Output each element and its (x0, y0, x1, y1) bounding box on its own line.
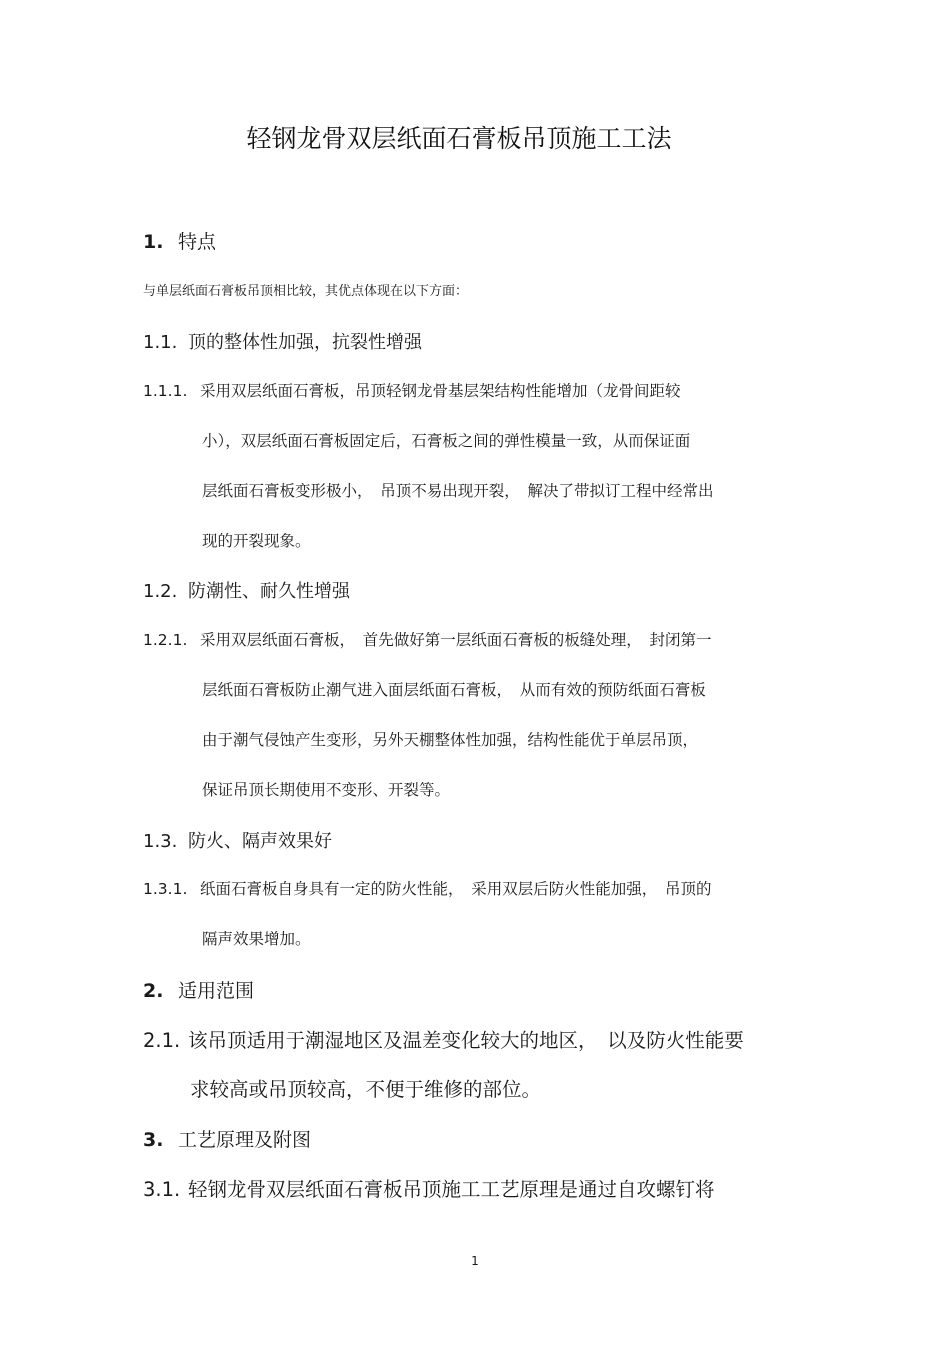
paragraph-number: 3.1. (143, 1178, 181, 1201)
paragraph-1-1-1-line-3: 层纸面石膏板变形极小， 吊顶不易出现开裂， 解决了带拟订工程中经常出 (202, 482, 714, 500)
paragraph-text: 该吊顶适用于潮湿地区及温差变化较大的地区， 以及防火性能要 (188, 1029, 744, 1052)
section-title: 特点 (178, 231, 217, 253)
paragraph-3-1-line-1 (143, 1180, 715, 1200)
subsection-1-3-heading (143, 833, 332, 851)
paragraph-text: 纸面石膏板自身具有一定的防火性能， 采用双层后防火性能加强， 吊顶的 (200, 880, 712, 898)
paragraph-number: 2.1. (143, 1029, 181, 1052)
subsection-1-1-heading (143, 334, 422, 352)
page-number: 1 (471, 1254, 479, 1268)
paragraph-number: 1.3.1. (143, 880, 188, 898)
document-title: 轻钢龙骨双层纸面石膏板吊顶施工工法 (246, 124, 672, 153)
paragraph-number: 1.1.1. (143, 382, 188, 400)
subsection-1-2-heading (143, 583, 350, 601)
section-number: 2. (143, 980, 164, 1002)
section-title: 适用范围 (178, 980, 255, 1002)
subsection-title: 防火、隔声效果好 (188, 831, 332, 852)
paragraph-2-1-line-2: 求较高或吊顶较高，不便于维修的部位。 (190, 1078, 542, 1101)
paragraph-number: 1.2.1. (143, 631, 188, 649)
paragraph-1-1-1-line-2: 小），双层纸面石膏板固定后，石膏板之间的弹性模量一致，从而保证面 (202, 432, 691, 450)
paragraph-1-2-1-line-1 (143, 633, 712, 649)
section-2-heading (143, 982, 254, 1001)
section-1-heading (143, 233, 216, 252)
subsection-number: 1.3. (143, 831, 178, 852)
section-1-intro: 与单层纸面石膏板吊顶相比较，其优点体现在以下方面： (143, 284, 469, 299)
section-title: 工艺原理及附图 (178, 1129, 312, 1151)
paragraph-1-2-1-line-2: 层纸面石膏板防止潮气进入面层纸面石膏板， 从而有效的预防纸面石膏板 (202, 681, 706, 699)
section-number: 3. (143, 1129, 164, 1151)
subsection-title: 防潮性、耐久性增强 (188, 581, 350, 602)
subsection-title: 顶的整体性加强，抗裂性增强 (188, 332, 422, 353)
paragraph-1-2-1-line-3: 由于潮气侵蚀产生变形，另外天棚整体性加强，结构性能优于单层吊顶， (202, 731, 699, 749)
subsection-number: 1.1. (143, 332, 178, 353)
paragraph-text: 轻钢龙骨双层纸面石膏板吊顶施工工艺原理是通过自攻螺钉将 (188, 1178, 715, 1201)
paragraph-1-2-1-line-4: 保证吊顶长期使用不变形、开裂等。 (202, 781, 451, 799)
section-number: 1. (143, 231, 164, 253)
section-3-heading (143, 1131, 311, 1150)
paragraph-1-3-1-line-2: 隔声效果增加。 (202, 930, 311, 948)
paragraph-1-1-1-line-1 (143, 384, 681, 400)
subsection-number: 1.2. (143, 581, 178, 602)
paragraph-1-3-1-line-1 (143, 882, 712, 898)
paragraph-text: 采用双层纸面石膏板，吊顶轻钢龙骨基层架结构性能增加（龙骨间距较 (200, 382, 681, 400)
paragraph-1-1-1-line-4: 现的开裂现象。 (202, 532, 311, 550)
paragraph-2-1-line-1 (143, 1031, 744, 1051)
paragraph-text: 采用双层纸面石膏板， 首先做好第一层纸面石膏板的板缝处理， 封闭第一 (200, 631, 712, 649)
